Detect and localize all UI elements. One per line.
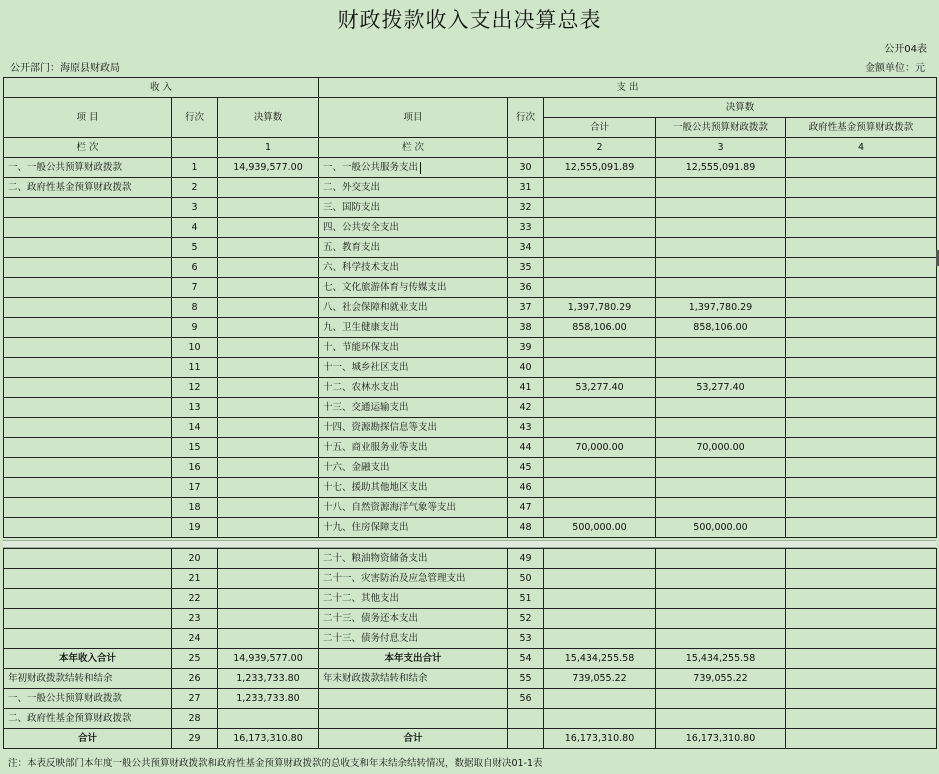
general-budget-cell[interactable] <box>656 589 786 609</box>
income-amount-cell[interactable] <box>218 278 319 298</box>
income-amount-cell[interactable] <box>218 298 319 318</box>
income-rowno-cell[interactable]: 8 <box>172 298 218 318</box>
fund-budget-cell[interactable] <box>786 198 937 218</box>
table-row <box>4 378 937 398</box>
income-rowno-cell[interactable]: 15 <box>172 438 218 458</box>
expense-cell[interactable]: 二十、粮油物资储备支出 <box>319 549 508 569</box>
income-cell[interactable]: 年初财政拨款结转和结余 <box>4 669 172 689</box>
general-budget-cell[interactable] <box>656 689 786 709</box>
expense-rowno-cell[interactable]: 33 <box>508 218 544 238</box>
expense-cell[interactable]: 一、一般公共服务支出 <box>319 158 508 178</box>
fund-budget-cell[interactable] <box>786 498 937 518</box>
column-number-3: 3 <box>656 138 786 158</box>
total-cell[interactable]: 16,173,310.80 <box>544 729 656 749</box>
table-row <box>4 709 937 729</box>
expense-rowno-cell[interactable]: 51 <box>508 589 544 609</box>
total-header: 合计 <box>544 118 656 138</box>
expense-rowno-cell[interactable]: 40 <box>508 358 544 378</box>
total-cell[interactable] <box>544 709 656 729</box>
fund-budget-cell[interactable] <box>786 338 937 358</box>
income-amount-cell[interactable] <box>218 458 319 478</box>
total-cell[interactable]: 15,434,255.58 <box>544 649 656 669</box>
income-amount-cell[interactable] <box>218 549 319 569</box>
income-amount-cell[interactable]: 14,939,577.00 <box>218 158 319 178</box>
income-rowno-cell[interactable]: 10 <box>172 338 218 358</box>
income-cell[interactable]: 本年收入合计 <box>4 649 172 669</box>
general-budget-cell[interactable] <box>656 418 786 438</box>
column-number-4: 4 <box>786 138 937 158</box>
general-budget-cell[interactable] <box>656 478 786 498</box>
income-cell[interactable] <box>4 318 172 338</box>
income-cell[interactable] <box>4 278 172 298</box>
column-number-1: 1 <box>218 138 319 158</box>
fund-budget-cell[interactable] <box>786 649 937 669</box>
income-rowno-cell[interactable]: 20 <box>172 549 218 569</box>
income-cell[interactable] <box>4 629 172 649</box>
income-amount-cell[interactable] <box>218 318 319 338</box>
expense-rowno-cell[interactable]: 35 <box>508 258 544 278</box>
table-row <box>4 358 937 378</box>
income-cell[interactable]: 一、一般公共预算财政拨款 <box>4 158 172 178</box>
table-row <box>4 649 937 669</box>
total-cell[interactable] <box>544 609 656 629</box>
main-table-top <box>3 77 937 538</box>
income-amount-cell[interactable] <box>218 589 319 609</box>
general-budget-cell[interactable] <box>656 498 786 518</box>
table-row <box>4 418 937 438</box>
expense-rowno-cell[interactable]: 46 <box>508 478 544 498</box>
income-rowno-cell[interactable]: 7 <box>172 278 218 298</box>
total-cell[interactable]: 12,555,091.89 <box>544 158 656 178</box>
income-amount-cell[interactable] <box>218 198 319 218</box>
income-amount-cell[interactable] <box>218 498 319 518</box>
income-rowno-cell[interactable]: 16 <box>172 458 218 478</box>
expense-cell[interactable]: 合计 <box>319 729 508 749</box>
expense-rowno-cell[interactable] <box>508 709 544 729</box>
income-rowno-cell[interactable]: 6 <box>172 258 218 278</box>
expense-rowno-cell[interactable]: 56 <box>508 689 544 709</box>
fund-budget-cell[interactable] <box>786 609 937 629</box>
table-row <box>4 438 937 458</box>
fund-budget-cell[interactable] <box>786 358 937 378</box>
expense-cell[interactable]: 二十三、债务还本支出 <box>319 609 508 629</box>
column-number-2: 2 <box>544 138 656 158</box>
general-budget-cell[interactable] <box>656 238 786 258</box>
fund-budget-cell[interactable] <box>786 709 937 729</box>
income-rowno-cell[interactable]: 2 <box>172 178 218 198</box>
table-row <box>4 218 937 238</box>
fund-budget-cell[interactable] <box>786 398 937 418</box>
total-cell[interactable]: 53,277.40 <box>544 378 656 398</box>
table-row <box>4 198 937 218</box>
general-budget-header: 一般公共预算财政拨款 <box>656 118 786 138</box>
income-rowno-cell[interactable]: 27 <box>172 689 218 709</box>
income-amount-cell[interactable] <box>218 398 319 418</box>
income-cell[interactable] <box>4 609 172 629</box>
income-rowno-cell[interactable]: 28 <box>172 709 218 729</box>
income-cell[interactable] <box>4 338 172 358</box>
footnote: 注：本表反映部门本年度一般公共预算财政拨款和政府性基金预算财政拨款的总收支和年末结余结转情况，数据取自财决01-1表 <box>8 758 543 769</box>
general-budget-cell[interactable] <box>656 178 786 198</box>
expense-header: 支 出 <box>319 78 937 98</box>
table-row <box>4 518 937 538</box>
income-amount-cell[interactable]: 16,173,310.80 <box>218 729 319 749</box>
general-budget-cell[interactable]: 12,555,091.89 <box>656 158 786 178</box>
income-rowno-cell[interactable]: 29 <box>172 729 218 749</box>
fund-budget-cell[interactable] <box>786 458 937 478</box>
total-cell[interactable] <box>544 218 656 238</box>
total-cell[interactable] <box>544 569 656 589</box>
income-cell[interactable] <box>4 569 172 589</box>
income-rowno-cell[interactable]: 26 <box>172 669 218 689</box>
report-title: 财政拨款收入支出决算总表 <box>337 8 602 32</box>
fund-budget-cell[interactable] <box>786 589 937 609</box>
fund-budget-cell[interactable] <box>786 178 937 198</box>
total-cell[interactable] <box>544 278 656 298</box>
expense-cell[interactable]: 五、教育支出 <box>319 238 508 258</box>
fund-budget-cell[interactable] <box>786 218 937 238</box>
expense-cell[interactable]: 十三、交通运输支出 <box>319 398 508 418</box>
total-cell[interactable]: 1,397,780.29 <box>544 298 656 318</box>
fund-budget-header: 政府性基金预算财政拨款 <box>786 118 937 138</box>
income-amount-cell[interactable]: 1,233,733.80 <box>218 689 319 709</box>
income-cell[interactable]: 二、政府性基金预算财政拨款 <box>4 178 172 198</box>
income-amount-cell[interactable]: 14,939,577.00 <box>218 649 319 669</box>
income-amount-cell[interactable] <box>218 609 319 629</box>
table-row <box>4 549 937 569</box>
income-amount-cell[interactable] <box>218 378 319 398</box>
general-budget-cell[interactable] <box>656 549 786 569</box>
income-amount-cell[interactable] <box>218 629 319 649</box>
total-cell[interactable] <box>544 418 656 438</box>
total-cell[interactable]: 858,106.00 <box>544 318 656 338</box>
income-rowno-cell[interactable]: 12 <box>172 378 218 398</box>
frozen-pane-divider <box>3 540 936 548</box>
income-cell[interactable] <box>4 238 172 258</box>
income-rowno-cell[interactable]: 22 <box>172 589 218 609</box>
income-amount-cell[interactable] <box>218 438 319 458</box>
general-budget-cell[interactable] <box>656 458 786 478</box>
general-budget-cell[interactable] <box>656 358 786 378</box>
general-budget-cell[interactable] <box>656 709 786 729</box>
expense-rowno-cell[interactable]: 49 <box>508 549 544 569</box>
expense-rowno-cell[interactable]: 32 <box>508 198 544 218</box>
fund-budget-cell[interactable] <box>786 438 937 458</box>
total-cell[interactable] <box>544 498 656 518</box>
income-amount-cell[interactable] <box>218 569 319 589</box>
expense-rowno-cell[interactable]: 48 <box>508 518 544 538</box>
income-amount-cell[interactable] <box>218 709 319 729</box>
expense-rowno-cell[interactable]: 43 <box>508 418 544 438</box>
income-cell[interactable] <box>4 589 172 609</box>
total-cell[interactable] <box>544 258 656 278</box>
table-row <box>4 729 937 749</box>
table-row <box>4 498 937 518</box>
table-row <box>4 318 937 338</box>
income-amount-cell[interactable] <box>218 518 319 538</box>
table-row <box>4 338 937 358</box>
total-cell[interactable]: 70,000.00 <box>544 438 656 458</box>
fund-budget-cell[interactable] <box>786 378 937 398</box>
income-rowno-header: 行次 <box>172 98 218 138</box>
expense-cell[interactable]: 十六、金融支出 <box>319 458 508 478</box>
expense-rowno-cell[interactable]: 34 <box>508 238 544 258</box>
general-budget-cell[interactable] <box>656 629 786 649</box>
expense-cell[interactable]: 十九、住房保障支出 <box>319 518 508 538</box>
fund-budget-cell[interactable] <box>786 669 937 689</box>
column-label-income: 栏 次 <box>4 138 172 158</box>
expense-cell[interactable]: 二十二、其他支出 <box>319 589 508 609</box>
general-budget-cell[interactable] <box>656 258 786 278</box>
expense-rowno-header: 行次 <box>508 98 544 138</box>
income-rowno-cell[interactable]: 4 <box>172 218 218 238</box>
table-row <box>4 589 937 609</box>
income-cell[interactable]: 合计 <box>4 729 172 749</box>
total-cell[interactable] <box>544 178 656 198</box>
income-amount-cell[interactable] <box>218 258 319 278</box>
fund-budget-cell[interactable] <box>786 238 937 258</box>
expense-cell[interactable]: 二十三、债务付息支出 <box>319 629 508 649</box>
total-cell[interactable] <box>544 689 656 709</box>
column-label-expense: 栏 次 <box>319 138 508 158</box>
total-cell[interactable] <box>544 478 656 498</box>
general-budget-cell[interactable] <box>656 338 786 358</box>
total-cell[interactable] <box>544 549 656 569</box>
general-budget-cell[interactable] <box>656 569 786 589</box>
income-cell[interactable] <box>4 438 172 458</box>
expense-rowno-cell[interactable]: 52 <box>508 609 544 629</box>
income-cell[interactable] <box>4 258 172 278</box>
expense-rowno-cell[interactable]: 31 <box>508 178 544 198</box>
income-header: 收 入 <box>4 78 319 98</box>
expense-cell[interactable]: 本年支出合计 <box>319 649 508 669</box>
income-amount-cell[interactable] <box>218 178 319 198</box>
expense-rowno-cell[interactable]: 39 <box>508 338 544 358</box>
income-rowno-cell[interactable]: 25 <box>172 649 218 669</box>
expense-cell[interactable]: 十四、资源勘探信息等支出 <box>319 418 508 438</box>
expense-cell[interactable]: 十八、自然资源海洋气象等支出 <box>319 498 508 518</box>
fund-budget-cell[interactable] <box>786 549 937 569</box>
expense-rowno-cell[interactable]: 53 <box>508 629 544 649</box>
total-cell[interactable] <box>544 458 656 478</box>
income-cell[interactable] <box>4 518 172 538</box>
expense-cell[interactable]: 七、文化旅游体育与传媒支出 <box>319 278 508 298</box>
expense-rowno-cell[interactable]: 42 <box>508 398 544 418</box>
total-cell[interactable] <box>544 629 656 649</box>
table-row <box>4 569 937 589</box>
expense-cell[interactable]: 十七、援助其他地区支出 <box>319 478 508 498</box>
income-rowno-cell[interactable]: 17 <box>172 478 218 498</box>
unit-label: 金额单位：元 <box>865 63 925 74</box>
table-row <box>4 398 937 418</box>
expense-cell[interactable]: 十五、商业服务业等支出 <box>319 438 508 458</box>
table-row <box>4 478 937 498</box>
text-cursor <box>420 162 421 174</box>
expense-cell[interactable]: 四、公共安全支出 <box>319 218 508 238</box>
expense-cell[interactable]: 三、国防支出 <box>319 198 508 218</box>
income-cell[interactable] <box>4 549 172 569</box>
income-rowno-cell[interactable]: 3 <box>172 198 218 218</box>
table-row <box>4 298 937 318</box>
income-rowno-cell[interactable]: 11 <box>172 358 218 378</box>
total-cell[interactable] <box>544 198 656 218</box>
income-amount-cell[interactable] <box>218 218 319 238</box>
income-rowno-cell[interactable]: 5 <box>172 238 218 258</box>
income-amount-cell[interactable]: 1,233,733.80 <box>218 669 319 689</box>
total-cell[interactable] <box>544 358 656 378</box>
fund-budget-cell[interactable] <box>786 318 937 338</box>
table-row <box>4 629 937 649</box>
table-row <box>4 669 937 689</box>
income-amount-cell[interactable] <box>218 358 319 378</box>
income-rowno-cell[interactable]: 18 <box>172 498 218 518</box>
expense-cell[interactable] <box>319 709 508 729</box>
income-cell[interactable] <box>4 398 172 418</box>
table-row <box>4 178 937 198</box>
expense-cell[interactable]: 十一、城乡社区支出 <box>319 358 508 378</box>
table-row <box>4 258 937 278</box>
fund-budget-cell[interactable] <box>786 569 937 589</box>
expense-amount-group-header: 决算数 <box>544 98 937 118</box>
fund-budget-cell[interactable] <box>786 158 937 178</box>
expense-rowno-cell[interactable]: 36 <box>508 278 544 298</box>
expense-rowno-cell[interactable]: 38 <box>508 318 544 338</box>
income-rowno-cell[interactable]: 21 <box>172 569 218 589</box>
total-cell[interactable]: 500,000.00 <box>544 518 656 538</box>
table-row <box>4 158 937 178</box>
main-table-bottom <box>3 548 937 749</box>
total-cell[interactable] <box>544 398 656 418</box>
fund-budget-cell[interactable] <box>786 629 937 649</box>
income-amount-cell[interactable] <box>218 238 319 258</box>
general-budget-cell[interactable] <box>656 398 786 418</box>
fund-budget-cell[interactable] <box>786 418 937 438</box>
income-rowno-cell[interactable]: 19 <box>172 518 218 538</box>
income-cell[interactable] <box>4 458 172 478</box>
expense-rowno-cell[interactable] <box>508 729 544 749</box>
income-cell[interactable] <box>4 478 172 498</box>
fund-budget-cell[interactable] <box>786 689 937 709</box>
expense-item-header: 项目 <box>319 98 508 138</box>
general-budget-cell[interactable]: 15,434,255.58 <box>656 649 786 669</box>
expense-cell[interactable] <box>319 689 508 709</box>
income-rowno-cell[interactable]: 1 <box>172 158 218 178</box>
income-amount-cell[interactable] <box>218 418 319 438</box>
income-rowno-cell[interactable]: 23 <box>172 609 218 629</box>
income-rowno-cell[interactable]: 13 <box>172 398 218 418</box>
expense-rowno-cell[interactable]: 50 <box>508 569 544 589</box>
expense-rowno-cell[interactable]: 55 <box>508 669 544 689</box>
expense-rowno-cell[interactable]: 37 <box>508 298 544 318</box>
expense-rowno-cell[interactable]: 54 <box>508 649 544 669</box>
general-budget-cell[interactable] <box>656 609 786 629</box>
table-row <box>4 458 937 478</box>
income-cell[interactable] <box>4 198 172 218</box>
expense-cell[interactable]: 十、节能环保支出 <box>319 338 508 358</box>
expense-rowno-cell[interactable]: 44 <box>508 438 544 458</box>
expense-rowno-cell[interactable]: 45 <box>508 458 544 478</box>
table-row <box>4 238 937 258</box>
general-budget-cell[interactable]: 16,173,310.80 <box>656 729 786 749</box>
expense-cell[interactable]: 二十一、灾害防治及应急管理支出 <box>319 569 508 589</box>
expense-rowno-cell[interactable]: 47 <box>508 498 544 518</box>
general-budget-cell[interactable]: 500,000.00 <box>656 518 786 538</box>
expense-cell[interactable]: 六、科学技术支出 <box>319 258 508 278</box>
table-row <box>4 689 937 709</box>
general-budget-cell[interactable]: 53,277.40 <box>656 378 786 398</box>
income-cell[interactable] <box>4 298 172 318</box>
fund-budget-cell[interactable] <box>786 518 937 538</box>
income-cell[interactable] <box>4 418 172 438</box>
income-rowno-cell[interactable]: 24 <box>172 629 218 649</box>
general-budget-cell[interactable]: 1,397,780.29 <box>656 298 786 318</box>
table-row <box>4 609 937 629</box>
fund-budget-cell[interactable] <box>786 278 937 298</box>
total-cell[interactable] <box>544 238 656 258</box>
income-cell[interactable]: 一、一般公共预算财政拨款 <box>4 689 172 709</box>
income-cell[interactable] <box>4 498 172 518</box>
total-cell[interactable] <box>544 589 656 609</box>
income-cell[interactable] <box>4 378 172 398</box>
general-budget-cell[interactable] <box>656 278 786 298</box>
department-label: 公开部门：海原县财政局 <box>10 63 120 74</box>
total-cell[interactable] <box>544 338 656 358</box>
general-budget-cell[interactable]: 858,106.00 <box>656 318 786 338</box>
income-amount-cell[interactable] <box>218 478 319 498</box>
expense-cell[interactable]: 十二、农林水支出 <box>319 378 508 398</box>
income-rowno-cell[interactable]: 9 <box>172 318 218 338</box>
expense-cell[interactable]: 八、社会保障和就业支出 <box>319 298 508 318</box>
total-cell[interactable]: 739,055.22 <box>544 669 656 689</box>
table-row <box>4 278 937 298</box>
income-cell[interactable] <box>4 218 172 238</box>
income-cell[interactable] <box>4 358 172 378</box>
general-budget-cell[interactable]: 739,055.22 <box>656 669 786 689</box>
income-cell[interactable]: 二、政府性基金预算财政拨款 <box>4 709 172 729</box>
general-budget-cell[interactable]: 70,000.00 <box>656 438 786 458</box>
fund-budget-cell[interactable] <box>786 729 937 749</box>
expense-cell[interactable]: 九、卫生健康支出 <box>319 318 508 338</box>
expense-rowno-cell[interactable]: 30 <box>508 158 544 178</box>
fund-budget-cell[interactable] <box>786 298 937 318</box>
expense-rowno-cell[interactable]: 41 <box>508 378 544 398</box>
fund-budget-cell[interactable] <box>786 258 937 278</box>
income-amount-cell[interactable] <box>218 338 319 358</box>
fund-budget-cell[interactable] <box>786 478 937 498</box>
income-item-header: 项 目 <box>4 98 172 138</box>
general-budget-cell[interactable] <box>656 198 786 218</box>
form-number: 公开04表 <box>884 44 927 55</box>
expense-cell[interactable]: 年末财政拨款结转和结余 <box>319 669 508 689</box>
expense-cell[interactable]: 二、外交支出 <box>319 178 508 198</box>
income-rowno-cell[interactable]: 14 <box>172 418 218 438</box>
income-amount-header: 决算数 <box>218 98 319 138</box>
general-budget-cell[interactable] <box>656 218 786 238</box>
